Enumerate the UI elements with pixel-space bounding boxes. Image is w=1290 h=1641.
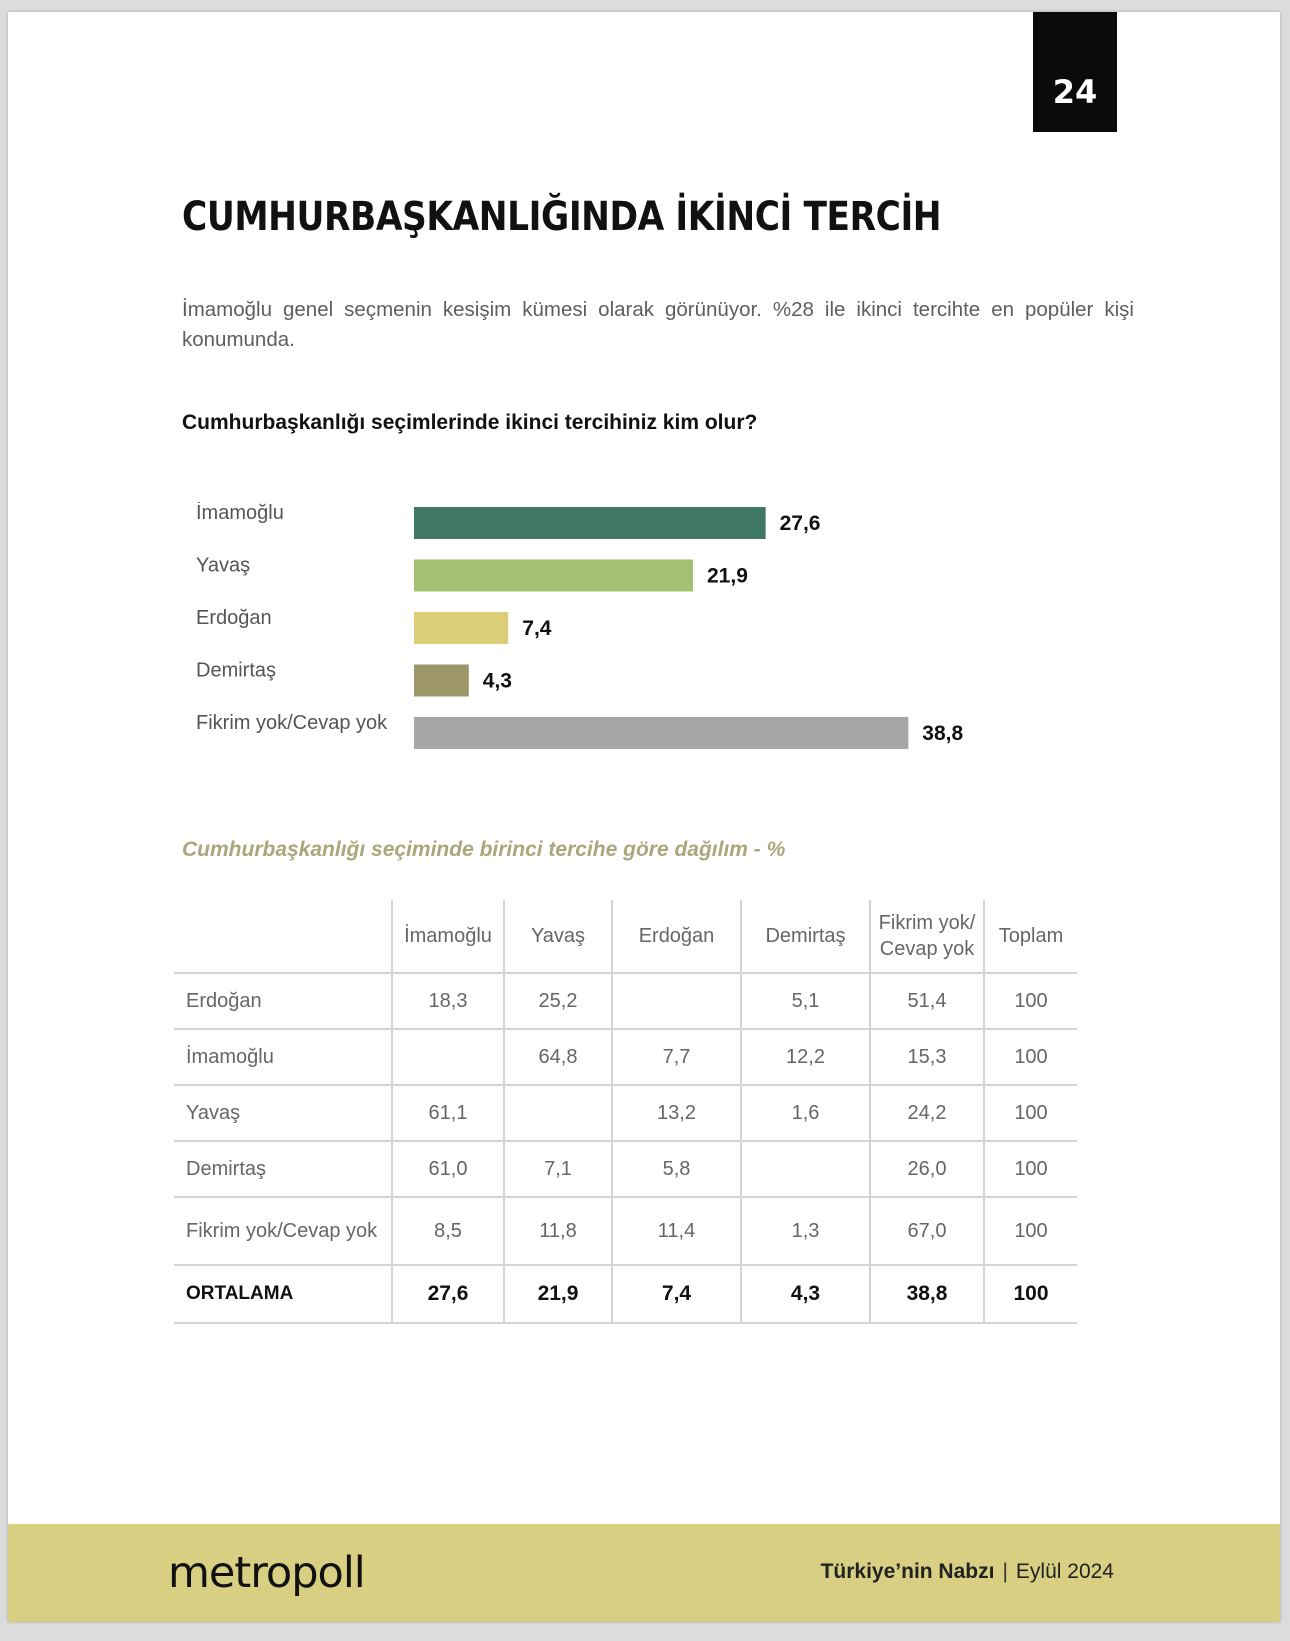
row-label: Demirtaş	[174, 1141, 392, 1197]
table-cell: 25,2	[504, 973, 612, 1029]
table-cell	[612, 973, 741, 1029]
second-choice-bar-chart	[182, 502, 982, 752]
table-cell: 100	[984, 1141, 1077, 1197]
table-cell: 5,8	[612, 1141, 741, 1197]
table-cell: 38,8	[870, 1265, 984, 1323]
table-cell: 61,0	[392, 1141, 504, 1197]
table-cell: 11,4	[612, 1197, 741, 1265]
table-row	[174, 1141, 1077, 1197]
publication-date: Eylül 2024	[1015, 1560, 1114, 1583]
bar-value-label: 21,9	[707, 564, 748, 588]
row-label: İmamoğlu	[174, 1029, 392, 1085]
table-cell: 5,1	[741, 973, 870, 1029]
table-cell: 100	[984, 973, 1077, 1029]
table-cell: 67,0	[870, 1197, 984, 1265]
table-cell: 100	[984, 1197, 1077, 1265]
table-cell: 13,2	[612, 1085, 741, 1141]
table-row	[174, 1085, 1077, 1141]
bar	[414, 612, 508, 644]
bar-category-label: Fikrim yok/Cevap yok	[196, 712, 388, 734]
table-title: Cumhurbaşkanlığı seçiminde birinci tercihe göre dağılım - %	[182, 838, 786, 861]
table-header-demirtas: Demirtaş	[741, 900, 870, 973]
footer-separator: |	[1002, 1560, 1008, 1583]
table-row	[174, 973, 1077, 1029]
bar-value-label: 27,6	[779, 512, 821, 535]
table-cell: 8,5	[392, 1197, 504, 1265]
row-label: Erdoğan	[174, 973, 392, 1029]
metropoll-logo: metropoll	[168, 1548, 365, 1598]
row-label: ORTALAMA	[174, 1265, 392, 1323]
bar-value-label: 4,3	[482, 669, 512, 693]
table-cell: 12,2	[741, 1029, 870, 1085]
table-cell: 11,8	[504, 1197, 612, 1265]
bar-category-label: Demirtaş	[196, 659, 277, 682]
bar-category-label: İmamoğlu	[196, 502, 284, 524]
table-cell: 18,3	[392, 973, 504, 1029]
table-cell: 1,3	[741, 1197, 870, 1265]
table-cell: 26,0	[870, 1141, 984, 1197]
table-cell: 7,7	[612, 1029, 741, 1085]
table-cell: 21,9	[504, 1265, 612, 1323]
table-row	[174, 1029, 1077, 1085]
table-cell: 15,3	[870, 1029, 984, 1085]
intro-paragraph: İmamoğlu genel seçmenin kesişim kümesi olarak görünüyor. %28 ile ikinci tercihte en popüler kişi konumunda.	[182, 298, 1134, 351]
table-cell: 1,6	[741, 1085, 870, 1141]
table-cell: 100	[984, 1265, 1077, 1323]
table-header-no-opinion: Fikrim yok/ Cevap yok	[870, 900, 984, 973]
bar	[414, 560, 693, 592]
distribution-table-wrapper	[174, 900, 1077, 1324]
table-header-imamoglu: İmamoğlu	[392, 900, 504, 973]
table-cell: 61,1	[392, 1085, 504, 1141]
bar-category-label: Yavaş	[196, 554, 251, 577]
footer-publication	[821, 1560, 1114, 1584]
page-title: CUMHURBAŞKANLIĞINDA İKİNCİ TERCİH	[182, 194, 942, 240]
bar	[414, 665, 469, 697]
publication-name: Türkiye’nin Nabzı	[820, 1560, 995, 1583]
table-cell: 24,2	[870, 1085, 984, 1141]
table-row	[174, 1197, 1077, 1265]
table-cell	[741, 1141, 870, 1197]
table-header-total: Toplam	[984, 900, 1077, 973]
bar	[414, 717, 908, 749]
table-cell: 27,6	[392, 1265, 504, 1323]
table-average-row	[174, 1265, 1077, 1323]
table-cell: 7,1	[504, 1141, 612, 1197]
table-cell: 100	[984, 1085, 1077, 1141]
page-number-badge: 24	[1033, 12, 1117, 132]
row-label: Fikrim yok/Cevap yok	[174, 1197, 392, 1265]
table-cell	[504, 1085, 612, 1141]
table-cell: 100	[984, 1029, 1077, 1085]
table-cell	[392, 1029, 504, 1085]
table-header-yavas: Yavaş	[504, 900, 612, 973]
table-cell: 7,4	[612, 1265, 741, 1323]
table-cell: 4,3	[741, 1265, 870, 1323]
bar-value-label: 38,8	[922, 722, 964, 745]
table-cell: 51,4	[870, 973, 984, 1029]
table-header-erdogan: Erdoğan	[612, 900, 741, 973]
bar-category-label: Erdoğan	[196, 607, 272, 629]
bar	[414, 507, 766, 539]
distribution-table	[174, 900, 1077, 1324]
bar-value-label: 7,4	[522, 617, 552, 640]
footer-band	[8, 1524, 1280, 1622]
row-label: Yavaş	[174, 1085, 392, 1141]
report-page	[8, 12, 1280, 1622]
table-header-empty	[174, 900, 392, 973]
table-header-row	[174, 900, 1077, 973]
chart-question: Cumhurbaşkanlığı seçimlerinde ikinci tercihiniz kim olur?	[182, 411, 758, 434]
table-cell: 64,8	[504, 1029, 612, 1085]
